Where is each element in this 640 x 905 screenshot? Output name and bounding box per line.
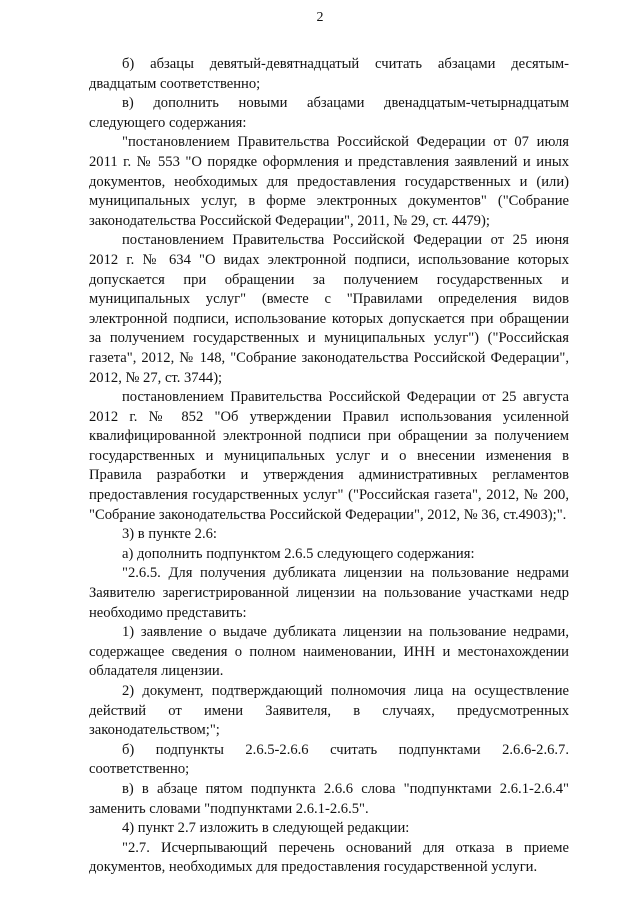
paragraph: "2.6.5. Для получения дубликата лицензии на пользование недрами Заявителю зарегистрированной лицензии на пользование участками недр необходимо представить:	[89, 565, 569, 621]
page-number: 2	[316, 10, 324, 25]
paragraph: постановлением Правительства Российской Федерации от 25 июня 2012 г. № 634 "О видах электронной подписи, использование которых допускается при обращении за получением государственных и муниципальных услуг" (вместе с "Правилами определения видов электронной подписи, использование которых допускается при обращении за получением государственных и муниципальных услуг") ("Российская газета", 2012, № 148, "Собрание законодательства Российской Федерации", 2012, № 27, ст. 3744);	[89, 232, 569, 386]
paragraph: 3) в пункте 2.6:	[122, 526, 217, 543]
paragraph: постановлением Правительства Российской Федерации от 25 августа 2012 г. № 852 "Об утверждении Правил использования усиленной квалифицированной электронной подписи при обращении за получением государственных и муниципальных услуг и о внесении изменения в Правила разработки и утверждения административных регламентов предоставления государственных услуг" ("Российская газета", 2012, № 200, "Собрание законодательства Российской Федерации", 2012, № 36, ст.4903);".	[89, 389, 569, 523]
paragraph: в) в абзаце пятом подпункта 2.6.6 слова "подпунктами 2.6.1-2.6.4" заменить словами "подпунктами 2.6.1-2.6.5".	[89, 780, 569, 817]
paragraph: "постановлением Правительства Российской Федерации от 07 июля 2011 г. № 553 "О порядке оформления и представления заявлений и иных документов, необходимых для предоставления государственных и (или) муниципальных услуг, в форме электронных документов" ("Собрание законодательства Российской Федерации", 2011, № 29, ст. 4479);	[89, 134, 569, 229]
paragraph: 1) заявление о выдаче дубликата лицензии на пользование недрами, содержащее сведения о полном наименовании, ИНН и местонахождении обладателя лицензии.	[89, 624, 569, 680]
paragraph: в) дополнить новыми абзацами двенадцатым-четырнадцатым следующего содержания:	[89, 95, 569, 131]
document-body	[89, 55, 569, 878]
paragraph: б) подпункты 2.6.5-2.6.6 считать подпунктами 2.6.6-2.6.7. соответственно;	[89, 741, 569, 778]
paragraph: "2.7. Исчерпывающий перечень оснований для отказа в приеме документов, необходимых для предоставления государственной услуги.	[89, 839, 569, 876]
paragraph: 4) пункт 2.7 изложить в следующей редакции:	[122, 820, 410, 837]
paragraph: 2) документ, подтверждающий полномочия лица на осуществление действий от имени Заявителя, в случаях, предусмотренных законодательством;";	[89, 683, 569, 739]
paragraph: б) абзацы девятый-девятнадцатый считать абзацами десятым-двадцатым соответственно;	[89, 56, 569, 92]
paragraph: а) дополнить подпунктом 2.6.5 следующего содержания:	[122, 545, 475, 562]
